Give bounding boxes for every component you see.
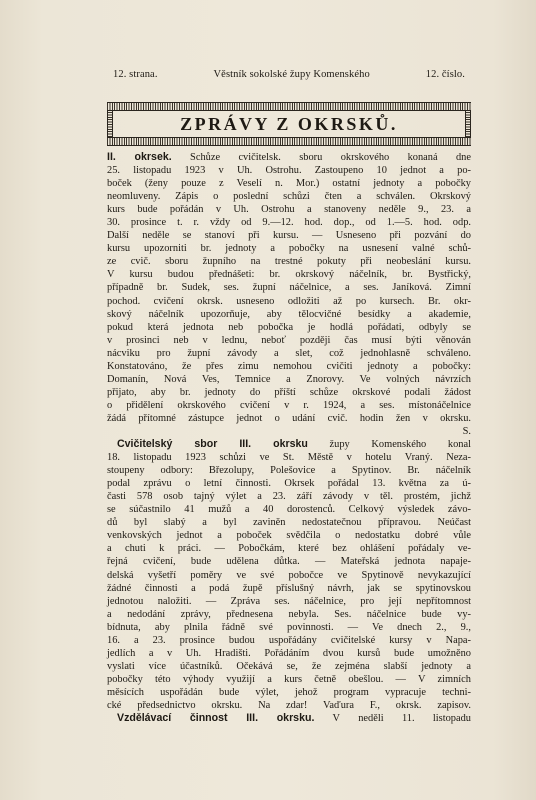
text-line: II. okrsek. Schůze cvičitelsk. sboru okrskového konaná dne	[107, 151, 471, 163]
text-line: o přidělení okrskového cvičení v r. 1924, a ses. místonáčelnice	[107, 399, 471, 411]
report-lead: Cvičitelský sbor III. okrsku	[117, 438, 308, 451]
text-line: kurs bude pořádán v Uh. Ostrohu a stanoveny neděle 9., 23. a	[107, 204, 471, 216]
frame-border-right	[465, 111, 471, 137]
text-line: Domanín, Nová Ves, Temnice a Znorovy. Ve volných návrzích	[107, 373, 471, 385]
text-line: cké předsednictvo okrsku. Na zdar! Vaďura F., okrsk. zapisov.	[107, 699, 471, 711]
text-line: skový náčelník upozorňuje, aby tělocvičné besídky a akademie,	[107, 308, 471, 320]
report-lead: II. okrsek.	[107, 151, 172, 163]
text-line: pochod. cvičení okrsk. usneseno odložiti až po kursech. Br. okr-	[107, 295, 471, 307]
text-line: žádá přítomné zástupce jednot o udání cvič. hodin žen v okrsku.	[107, 412, 471, 424]
report-vzdelavaci-cinnost-3	[107, 712, 471, 725]
text-line: měsících uspořádán bude výlet, jehož program vypracuje techni-	[107, 686, 471, 698]
text-line: a chuti k práci. — Pobočkám, které bez ohlášení pořádaly ve-	[107, 543, 471, 555]
text-line: pobočky této výhody využijí a kurs četně obešlou. — V zimních	[107, 673, 471, 685]
text-line: Konstatováno, že přes zimu nemohou cvičiti jednoty a pobočky:	[107, 360, 471, 372]
issue-number: 12. číslo.	[425, 69, 465, 80]
text-line: jedlích a v Uh. Hradišti. Pořádáním dvou kursů bude umožněno	[107, 647, 471, 659]
text-line: V kursu budou přednášeti: br. okrskový náčelník, br. Bystřický,	[107, 269, 471, 281]
text-line: 16. a 23. prosince budou uspořádány cvičitelské kursy v Napa-	[107, 634, 471, 646]
text-line: 30. prosince t. r. vždy od 9.—12. hod. dop., od 1.—5. hod. odp.	[107, 217, 471, 229]
text-line: delská vyšetří poměry ve své pobočce ve Spytinově nevykazující	[107, 569, 471, 581]
report-okrsek-2	[107, 151, 471, 438]
article-body	[107, 151, 471, 725]
frame-border-bottom	[107, 137, 471, 146]
report-lead: Vzdělávací činnost III. okrsku.	[117, 712, 315, 725]
text-line: stoupeny odbory: Březolupy, Polešovice a Spytinov. Br. náčelník	[107, 465, 471, 477]
text-line: 18. listopadu 1923 schůzi ve St. Městě v hotelu Vraný. Neza-	[107, 452, 471, 464]
text-line: venkovských jednot a poboček svědčila o nedostatku dobré vůle	[107, 530, 471, 542]
text-line: přijato, aby br. jednoty do příští schůze okrskové podali žádost	[107, 386, 471, 398]
text-line: v prosinci neb v lednu, neboť později čas musí býti věnován	[107, 334, 471, 346]
text-line: časti 578 osob tajný výlet a 23. září závody v těl. prostém, jichž	[107, 491, 471, 503]
report-cvicitelsky-sbor-3	[107, 438, 471, 712]
text-line: jednotou naložiti. — Zpráva ses. náčelnice, pro její nepřítomnost	[107, 595, 471, 607]
text-line: ze cvič. sboru župního na trestné pokuty při neobeslání kursu.	[107, 256, 471, 268]
text-line: a nedodání zprávy, přednesena nebyla. Ses. náčelnice bude vy-	[107, 608, 471, 620]
text-line: Cvičitelský sbor III. okrsku župy Komenského konal	[117, 438, 471, 451]
section-title-frame	[107, 102, 471, 146]
text-line: se súčastnilo 41 mužů a 40 dorostenců. Celkový výsledek závo-	[107, 504, 471, 516]
running-header	[113, 69, 465, 80]
text-line: neomluveny. Zápis o poslední schůzi čten a schválen. Okrskový	[107, 191, 471, 203]
text-line: pokud která jednota neb pobočka je hodlá pořádati, odbyly se	[107, 321, 471, 333]
text-line: boček (ženy pouze z Veselí n. Mor.) ostatní jednoty a pobočky	[107, 178, 471, 190]
text-line: Vzdělávací činnost III. okrsku. V neděli 11. listopadu	[117, 712, 471, 725]
text-line: bídnuta, aby plnila řádně své povinnosti. — Ve dnech 2., 9.,	[107, 621, 471, 633]
text-line: podal zprávu o letní činnosti. Okrsek pořádal 13. května za ú-	[107, 478, 471, 490]
text-line: dů byl slabý a byl zaviněn nedostatečnou přípravou. Neúčast	[107, 517, 471, 529]
text-line: případně br. Sudek, ses. župní náčelnice, a ses. Janíková. Zimní	[107, 282, 471, 294]
text-line: nácviku pro župní závody a slet, což jednohlasně schváleno.	[107, 347, 471, 359]
report-signature: S.	[462, 425, 471, 437]
section-title: ZPRÁVY Z OKRSKŮ.	[180, 113, 398, 134]
text-line: vyslati více účastníků. Očekává se, že zejména slabší jednoty a	[107, 660, 471, 672]
text-line: Další neděle se stanoví při kursu. — Usneseno při pozvání do	[107, 230, 471, 242]
text-line: řejná cvičení, bude udělena důtka. — Mateřská jednota napaje-	[107, 556, 471, 568]
text-line: 25. listopadu 1923 v Uh. Ostrohu. Zastoupeno 10 jednot a po-	[107, 165, 471, 177]
journal-title: Věstník sokolské župy Komenského	[213, 69, 370, 80]
page-number: 12. strana.	[113, 69, 158, 80]
frame-border-top	[107, 102, 471, 111]
text-line: žádné činnosti a podá župě příslušný návrh, jak se spytinovskou	[107, 582, 471, 594]
text-line: kursu upozorniti br. jednoty a pobočky na usnesení valné schů-	[107, 243, 471, 255]
